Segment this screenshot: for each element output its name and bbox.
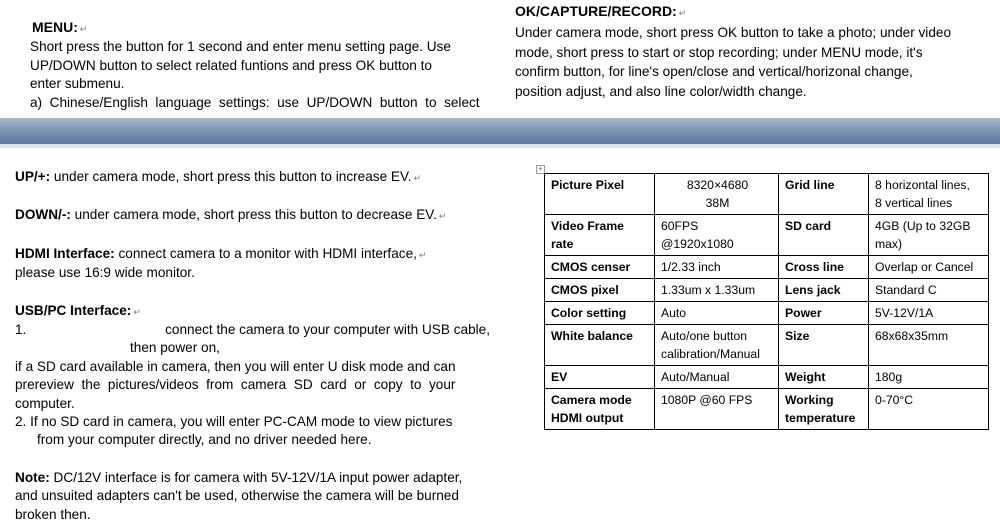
menu-section: MENU: ↵ Short press the button for 1 second and enter menu setting page. Use UP/DOWN button to select related funtions and press OK button to enter submenu. a) Chinese/English language settings: use UP/DOWN button to select: [30, 18, 490, 112]
ok-section: OK/CAPTURE/RECORD: ↵ Under camera mode, short press OK button to take a photo; under video mode, short press to start or stop recording; under MENU mode, it's confirm button, for line's open/close and vertical/horizonal change, position adjust, and also line color/width change.: [515, 2, 995, 101]
spec-label-cell: CMOS censer: [545, 256, 655, 279]
spec-value-cell: Auto: [655, 302, 779, 325]
section-divider-shadow: [0, 144, 1000, 148]
down-text: under camera mode, short press this button to decrease EV.: [70, 207, 437, 223]
note-text-b: and unsuited adapters can't be used, otherwise the camera will be burned: [15, 488, 459, 504]
note-text-a: DC/12V interface is for camera with 5V-12V/1A input power adapter,: [49, 469, 463, 485]
hdmi-paragraph: HDMI Interface: connect camera to a monitor with HDMI interface, ↵: [15, 245, 427, 261]
section-divider: [0, 118, 1000, 144]
spec-label-cell: Picture Pixel: [545, 174, 655, 215]
spec-value-cell: 5V-12V/1A: [869, 302, 989, 325]
item-1-text-e: computer.: [15, 395, 75, 411]
spec-label-cell: Weight: [779, 366, 869, 389]
buttons-description: UP/+: under camera mode, short press this button to increase EV. ↵ DOWN/-: under camera mode, short press this button to decrease EV. ↵ HDMI Interface: connect camera to a monitor with HDMI interface, ↵ please use 16:9 wide monitor. USB/PC Interface: ↵ 1. connect the camera to your computer with USB cable, then power on, if a SD card available in camera, then you will enter U disk mode and can prereview the pictures/videos from camera SD card or copy to your computer. 2. If no SD card in camera, you will enter PC-CAM mode to view pictures from your computer directly, and no driver needed here. Note: DC/12V interface is for camera with 5V-12V/1A input power adapter, and unsuited adapters can't be used, otherwise the camera will be burned broken then.: [15, 168, 490, 524]
table-move-handle-icon[interactable]: +: [536, 165, 545, 174]
ok-line-2: mode, short press to start or stop recording; under MENU mode, it's: [515, 44, 923, 60]
spec-label-cell: SD card: [779, 215, 869, 256]
spec-label-cell: EV: [545, 366, 655, 389]
usb-item-1: [15, 321, 490, 339]
ok-line-4: position adjust, and also line color/width change.: [515, 83, 807, 99]
spec-value-cell: 8320×4680 38M: [655, 174, 779, 215]
spec-value-cell: 0-70°C: [869, 389, 989, 430]
spec-label-cell: Size: [779, 325, 869, 366]
spec-label-cell: White balance: [545, 325, 655, 366]
spec-value-cell: 180g: [869, 366, 989, 389]
spec-value-cell: Standard C: [869, 279, 989, 302]
note-text-c: broken then.: [15, 506, 91, 522]
item-2-text-b: from your computer directly, and no driver needed here.: [37, 432, 372, 448]
spec-label-cell: Color setting: [545, 302, 655, 325]
item-1-text-a: connect the camera to your computer with USB cable,: [165, 322, 490, 338]
spec-label-cell: Lens jack: [779, 279, 869, 302]
ok-line-1: Under camera mode, short press OK button to take a photo; under video: [515, 25, 952, 41]
up-paragraph: UP/+: under camera mode, short press this button to increase EV. ↵: [15, 169, 422, 184]
table-row: [545, 256, 989, 279]
spec-value-cell: 68x68x35mm: [869, 325, 989, 366]
spec-label-cell: Power: [779, 302, 869, 325]
spec-value-cell: Overlap or Cancel: [869, 256, 989, 279]
spec-label-cell: Grid line: [779, 174, 869, 215]
note-label: Note:: [15, 469, 50, 485]
table-row: [545, 279, 989, 302]
spec-value-cell: Auto/one button calibration/Manual: [655, 325, 779, 366]
ok-heading: OK/CAPTURE/RECORD:: [515, 3, 677, 19]
menu-heading: MENU:: [32, 19, 78, 35]
spec-value-cell: 1/2.33 inch: [655, 256, 779, 279]
table-row: [545, 302, 989, 325]
item-1-text-d: prereview the pictures/videos from camera SD card or copy to your: [15, 377, 456, 393]
ok-line-3: confirm button, for line's open/close and vertical/horizonal change,: [515, 64, 913, 80]
spec-label-cell: Working temperature: [779, 389, 869, 430]
usb-label: USB/PC Interface:: [15, 302, 132, 318]
spec-label-cell: Cross line: [779, 256, 869, 279]
spec-value-cell: 4GB (Up to 32GB max): [869, 215, 989, 256]
down-label: DOWN/-:: [15, 207, 71, 223]
item-1-number: 1.: [15, 322, 27, 338]
item-1-text-c: if a SD card available in camera, then you will enter U disk mode and can: [15, 358, 456, 374]
up-label: UP/+:: [15, 169, 51, 184]
spec-value-cell: 1080P @60 FPS: [655, 389, 779, 430]
spec-value-cell: Auto/Manual: [655, 366, 779, 389]
hdmi-text: connect camera to a monitor with HDMI interface,: [114, 245, 417, 261]
hdmi-text-2: please use 16:9 wide monitor.: [15, 265, 195, 281]
spec-value-cell: 60FPS @1920x1080: [655, 215, 779, 256]
down-paragraph: DOWN/-: under camera mode, short press this button to decrease EV. ↵: [15, 207, 447, 223]
menu-line-1: Short press the button for 1 second and enter menu setting page. Use: [30, 39, 451, 55]
spec-table: [544, 173, 989, 430]
spec-label-cell: Video Frame rate: [545, 215, 655, 256]
hdmi-label: HDMI Interface:: [15, 245, 115, 261]
table-row: [545, 325, 989, 366]
item-2-text-a: 2. If no SD card in camera, you will enter PC-CAM mode to view pictures: [15, 414, 453, 430]
menu-line-2: UP/DOWN button to select related funtions and press OK button to: [30, 57, 432, 73]
up-text: under camera mode, short press this button to increase EV.: [50, 169, 412, 184]
note-paragraph: [15, 469, 490, 487]
spec-value-cell: 8 horizontal lines, 8 vertical lines: [869, 174, 989, 215]
spec-label-cell: Camera mode HDMI output: [545, 389, 655, 430]
spec-label-cell: CMOS pixel: [545, 279, 655, 302]
menu-line-3: enter submenu.: [30, 76, 125, 92]
item-1-text-b: then power on,: [130, 340, 220, 356]
table-row: [545, 389, 989, 430]
spec-value-cell: 1.33um x 1.33um: [655, 279, 779, 302]
table-row: [545, 174, 989, 215]
menu-line-4: a) Chinese/English language settings: use UP/DOWN button to select: [30, 94, 480, 110]
table-row: [545, 366, 989, 389]
table-row: [545, 215, 989, 256]
